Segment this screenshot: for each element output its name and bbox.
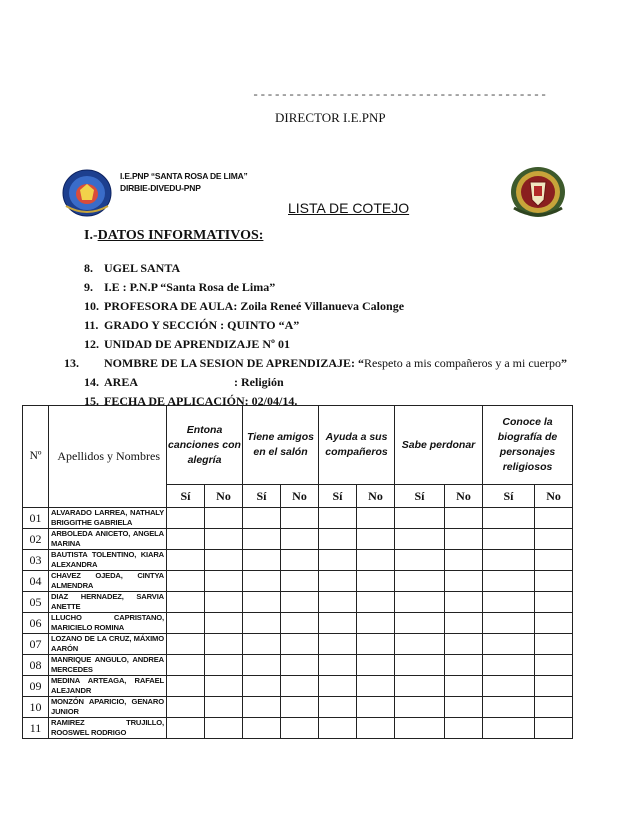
check-cell[interactable] (395, 529, 445, 550)
check-cell[interactable] (167, 613, 205, 634)
check-cell[interactable] (281, 718, 319, 739)
check-cell[interactable] (167, 508, 205, 529)
check-cell[interactable] (167, 697, 205, 718)
check-cell[interactable] (535, 508, 573, 529)
row-number: 06 (23, 613, 49, 634)
check-cell[interactable] (319, 592, 357, 613)
check-cell[interactable] (205, 550, 243, 571)
section-title: DATOS INFORMATIVOS: (97, 228, 264, 243)
institution-name: I.E.PNP “SANTA ROSA DE LIMA” (120, 171, 248, 181)
check-cell[interactable] (243, 592, 281, 613)
check-cell[interactable] (167, 634, 205, 655)
no-header: No (205, 485, 243, 508)
info-item (84, 297, 574, 316)
check-cell[interactable] (205, 697, 243, 718)
check-cell[interactable] (357, 613, 395, 634)
info-text: GRADO Y SECCIÓN : QUINTO “A” (104, 318, 300, 332)
check-cell[interactable] (395, 613, 445, 634)
check-cell[interactable] (319, 571, 357, 592)
info-close-quote: ” (561, 356, 567, 370)
check-cell[interactable] (281, 571, 319, 592)
student-name: DIAZ HERNADEZ, SARVIA ANETTE (49, 592, 167, 613)
check-cell[interactable] (535, 697, 573, 718)
info-list (64, 259, 574, 411)
check-cell[interactable] (357, 592, 395, 613)
check-cell[interactable] (205, 634, 243, 655)
table-row (23, 676, 573, 697)
director-label: DIRECTOR I.E.PNP (275, 110, 386, 125)
table-row (23, 634, 573, 655)
no-header: No (281, 485, 319, 508)
info-num: 11. (84, 318, 99, 332)
check-cell[interactable] (205, 592, 243, 613)
check-cell[interactable] (357, 634, 395, 655)
info-text: FECHA DE APLICACIÓN: 02/04/14. (104, 394, 298, 408)
info-item (84, 316, 574, 335)
check-cell[interactable] (483, 634, 535, 655)
check-cell[interactable] (243, 571, 281, 592)
info-text: NOMBRE DE LA SESION DE APRENDIZAJE: “ (104, 356, 365, 370)
row-number: 10 (23, 697, 49, 718)
student-name: ARBOLEDA ANICETO, ANGELA MARINA (49, 529, 167, 550)
check-cell[interactable] (445, 718, 483, 739)
check-cell[interactable] (445, 529, 483, 550)
column-header-number: Nº (23, 406, 49, 508)
criterion-header: Entona canciones con alegría (167, 406, 243, 485)
check-cell[interactable] (535, 571, 573, 592)
check-cell[interactable] (483, 550, 535, 571)
check-cell[interactable] (167, 592, 205, 613)
institution-division: DIRBIE-DIVEDU-PNP (120, 183, 201, 193)
check-cell[interactable] (205, 655, 243, 676)
check-cell[interactable] (445, 550, 483, 571)
check-cell[interactable] (281, 592, 319, 613)
check-cell[interactable] (281, 529, 319, 550)
check-cell[interactable] (205, 529, 243, 550)
table-row (23, 508, 573, 529)
check-cell[interactable] (243, 655, 281, 676)
check-cell[interactable] (445, 571, 483, 592)
check-cell[interactable] (319, 634, 357, 655)
check-cell[interactable] (395, 508, 445, 529)
check-cell[interactable] (167, 550, 205, 571)
criterion-header: Ayuda a sus compañeros (319, 406, 395, 485)
info-num: 15. (84, 394, 99, 408)
check-cell[interactable] (357, 529, 395, 550)
info-text: AREA (104, 375, 139, 389)
check-cell[interactable] (319, 718, 357, 739)
check-cell[interactable] (357, 571, 395, 592)
check-cell[interactable] (319, 697, 357, 718)
student-name: LOZANO DE LA CRUZ, MÁXIMO AARÓN (49, 634, 167, 655)
check-cell[interactable] (167, 571, 205, 592)
check-cell[interactable] (395, 718, 445, 739)
check-cell[interactable] (483, 655, 535, 676)
student-name: CHAVEZ OJEDA, CINTYA ALMENDRA (49, 571, 167, 592)
table-row (23, 655, 573, 676)
check-cell[interactable] (395, 676, 445, 697)
criterion-header: Sabe perdonar (395, 406, 483, 485)
info-text: UGEL SANTA (104, 261, 181, 275)
no-header: No (357, 485, 395, 508)
student-name: MEDINA ARTEAGA, RAFAEL ALEJANDR (49, 676, 167, 697)
check-cell[interactable] (357, 718, 395, 739)
check-cell[interactable] (205, 718, 243, 739)
si-header: Sí (243, 485, 281, 508)
signature-line: ----------------------------------------- (252, 88, 548, 102)
check-cell[interactable] (281, 634, 319, 655)
si-header: Sí (167, 485, 205, 508)
check-cell[interactable] (535, 718, 573, 739)
check-cell[interactable] (483, 676, 535, 697)
check-cell[interactable] (535, 529, 573, 550)
check-cell[interactable] (281, 613, 319, 634)
info-num: 10. (84, 299, 99, 313)
info-text: UNIDAD DE APRENDIZAJE Nº 01 (104, 337, 290, 351)
check-cell[interactable] (243, 718, 281, 739)
table-row (23, 697, 573, 718)
check-cell[interactable] (483, 697, 535, 718)
check-cell[interactable] (483, 718, 535, 739)
check-cell[interactable] (243, 676, 281, 697)
si-header: Sí (483, 485, 535, 508)
check-cell[interactable] (243, 508, 281, 529)
info-item (64, 354, 574, 373)
info-num: 13. (64, 356, 79, 370)
column-header-name: Apellidos y Nombres (49, 406, 167, 508)
row-number: 07 (23, 634, 49, 655)
check-cell[interactable] (483, 592, 535, 613)
police-emblem-icon (508, 164, 568, 220)
check-cell[interactable] (445, 634, 483, 655)
table-row (23, 550, 573, 571)
check-cell[interactable] (167, 676, 205, 697)
check-cell[interactable] (243, 613, 281, 634)
row-number: 02 (23, 529, 49, 550)
check-cell[interactable] (445, 655, 483, 676)
check-cell[interactable] (319, 550, 357, 571)
info-text: I.E : P.N.P “Santa Rosa de Lima” (104, 280, 276, 294)
institution-header (120, 170, 248, 194)
area-value: : Religión (234, 375, 284, 389)
check-cell[interactable] (395, 655, 445, 676)
check-cell[interactable] (483, 571, 535, 592)
session-name: Respeto a mis compañeros y a mi cuerpo (364, 356, 561, 370)
criterion-header: Conoce la biografía de personajes religiosos (483, 406, 573, 485)
check-cell[interactable] (395, 697, 445, 718)
check-cell[interactable] (445, 697, 483, 718)
check-cell[interactable] (395, 571, 445, 592)
check-cell[interactable] (243, 550, 281, 571)
check-cell[interactable] (483, 613, 535, 634)
check-cell[interactable] (483, 529, 535, 550)
check-cell[interactable] (281, 655, 319, 676)
check-cell[interactable] (205, 508, 243, 529)
student-name: MONZÓN APARICIO, GENARO JUNIOR (49, 697, 167, 718)
checklist-table (22, 405, 573, 739)
row-number: 09 (23, 676, 49, 697)
check-cell[interactable] (357, 655, 395, 676)
check-cell[interactable] (319, 655, 357, 676)
check-cell[interactable] (205, 571, 243, 592)
check-cell[interactable] (319, 676, 357, 697)
table-row (23, 571, 573, 592)
info-num: 8. (84, 261, 93, 275)
row-number: 04 (23, 571, 49, 592)
document-title: LISTA DE COTEJO (288, 200, 410, 216)
check-cell[interactable] (319, 508, 357, 529)
check-cell[interactable] (535, 676, 573, 697)
check-cell[interactable] (167, 529, 205, 550)
info-item (84, 259, 574, 278)
check-cell[interactable] (281, 697, 319, 718)
check-cell[interactable] (281, 508, 319, 529)
section-prefix: I.- (84, 228, 98, 243)
school-emblem-icon (62, 168, 112, 218)
check-cell[interactable] (243, 697, 281, 718)
table-row (23, 718, 573, 739)
info-num: 9. (84, 280, 93, 294)
table-row (23, 592, 573, 613)
check-cell[interactable] (205, 613, 243, 634)
check-cell[interactable] (281, 676, 319, 697)
no-header: No (535, 485, 573, 508)
table-row (23, 613, 573, 634)
criterion-header: Tiene amigos en el salón (243, 406, 319, 485)
check-cell[interactable] (319, 529, 357, 550)
section-heading (84, 228, 263, 244)
info-item (84, 335, 574, 354)
table-row (23, 529, 573, 550)
si-header: Sí (395, 485, 445, 508)
check-cell[interactable] (243, 634, 281, 655)
check-cell[interactable] (243, 529, 281, 550)
check-cell[interactable] (483, 508, 535, 529)
check-cell[interactable] (535, 592, 573, 613)
check-cell[interactable] (281, 550, 319, 571)
check-cell[interactable] (357, 550, 395, 571)
check-cell[interactable] (445, 592, 483, 613)
student-name: RAMIREZ TRUJILLO, ROOSWEL RODRIGO (49, 718, 167, 739)
check-cell[interactable] (395, 550, 445, 571)
info-num: 14. (84, 375, 99, 389)
check-cell[interactable] (535, 550, 573, 571)
check-cell[interactable] (357, 697, 395, 718)
student-name: ALVARADO LARREA, NATHALY BRIGGITHE GABRIELA (49, 508, 167, 529)
row-number: 03 (23, 550, 49, 571)
row-number: 08 (23, 655, 49, 676)
check-cell[interactable] (205, 676, 243, 697)
check-cell[interactable] (535, 613, 573, 634)
check-cell[interactable] (445, 676, 483, 697)
check-cell[interactable] (357, 676, 395, 697)
info-item (84, 373, 574, 392)
row-number: 01 (23, 508, 49, 529)
check-cell[interactable] (535, 634, 573, 655)
info-text: PROFESORA DE AULA: Zoila Reneé Villanueva Calonge (104, 299, 405, 313)
row-number: 05 (23, 592, 49, 613)
check-cell[interactable] (395, 592, 445, 613)
si-header: Sí (319, 485, 357, 508)
check-cell[interactable] (535, 655, 573, 676)
no-header: No (445, 485, 483, 508)
check-cell[interactable] (357, 508, 395, 529)
check-cell[interactable] (319, 613, 357, 634)
student-name: BAUTISTA TOLENTINO, KIARA ALEXANDRA (49, 550, 167, 571)
student-rows (23, 508, 573, 739)
check-cell[interactable] (167, 655, 205, 676)
student-name: LLUCHO CAPRISTANO, MARICIELO ROMINA (49, 613, 167, 634)
row-number: 11 (23, 718, 49, 739)
check-cell[interactable] (445, 613, 483, 634)
check-cell[interactable] (167, 718, 205, 739)
info-item (84, 278, 574, 297)
check-cell[interactable] (395, 634, 445, 655)
check-cell[interactable] (445, 508, 483, 529)
info-num: 12. (84, 337, 99, 351)
student-name: MANRIQUE ANGULO, ANDREA MERCEDES (49, 655, 167, 676)
